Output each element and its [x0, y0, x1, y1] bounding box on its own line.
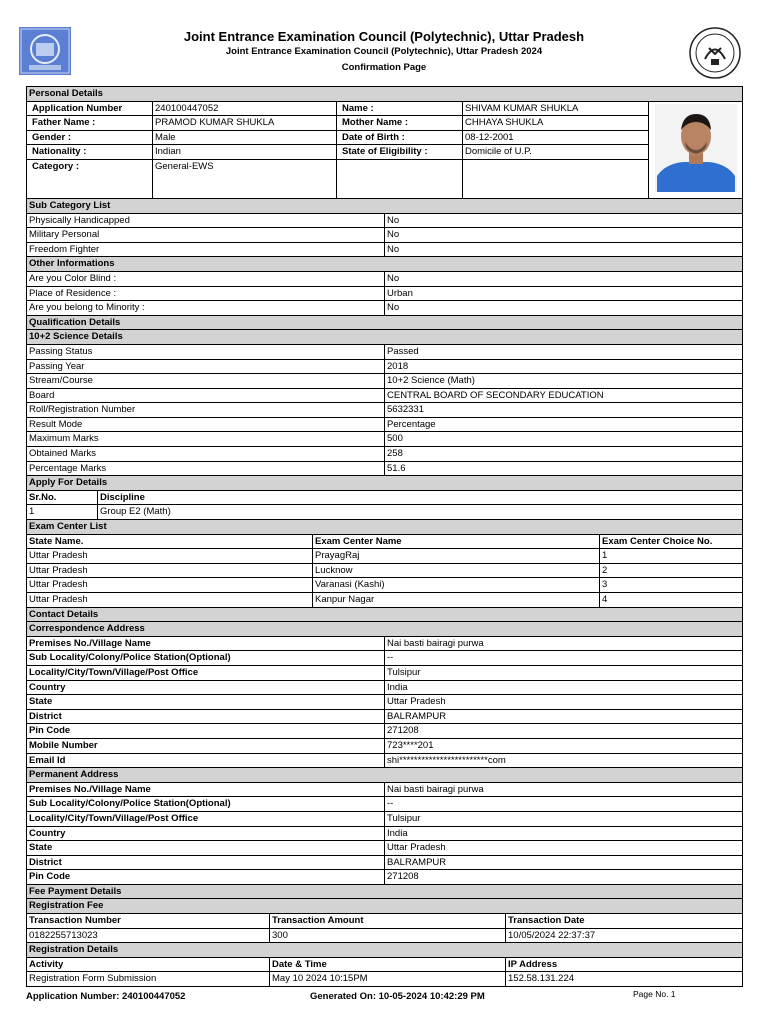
table-row: Registration Form Submission May 10 2024 10:15PM 152.58.131.224 — [27, 972, 743, 987]
page-header — [0, 0, 768, 84]
table-row: State Uttar Pradesh — [27, 695, 743, 710]
apply-for-table — [26, 475, 743, 520]
table-row: 1 Group E2 (Math) — [27, 505, 743, 520]
subsection-header-registration-fee: Registration Fee — [27, 899, 743, 914]
table-row: Obtained Marks 258 — [27, 447, 743, 462]
table-header-row: State Name. Exam Center Name Exam Center Choice No. — [27, 534, 743, 549]
section-header-exam-center: Exam Center List — [27, 520, 743, 535]
mobile-number-value: 723****201 — [385, 738, 743, 753]
table-row: Premises No./Village Name Nai basti bairagi purwa — [27, 782, 743, 797]
table-row: Roll/Registration Number 5632331 — [27, 403, 743, 418]
subsection-header-permanent: Permanent Address — [27, 768, 743, 783]
table-row: Country India — [27, 826, 743, 841]
table-row: Maximum Marks 500 — [27, 432, 743, 447]
transaction-number-value: 0182255713023 — [27, 928, 270, 943]
table-row: Stream/Course 10+2 Science (Math) — [27, 374, 743, 389]
table-row: Uttar Pradesh Varanasi (Kashi) 3 — [27, 578, 743, 593]
section-header-apply: Apply For Details — [27, 476, 743, 491]
transaction-date-value: 10/05/2024 22:37:37 — [506, 928, 743, 943]
table-row: Application Number 240100447052 Name : SHIVAM KUMAR SHUKLA — [27, 101, 743, 116]
table-row: Are you Color Blind : No — [27, 271, 743, 286]
table-row: District BALRAMPUR — [27, 709, 743, 724]
table-row: Nationality : Indian State of Eligibility : Domicile of U.P. — [27, 145, 743, 160]
table-row: Pin Code 271208 — [27, 724, 743, 739]
page-title: Confirmation Page — [341, 62, 427, 73]
section-header-other: Other Informations — [27, 257, 743, 272]
table-header-row: Transaction Number Transaction Amount Transaction Date — [27, 914, 743, 929]
table-row: Result Mode Percentage — [27, 417, 743, 432]
table-row: Country India — [27, 680, 743, 695]
footer-page-number: Page No. 1 — [633, 989, 676, 999]
table-row — [27, 928, 743, 943]
table-row: Sub Locality/Colony/Police Station(Optional) -- — [27, 651, 743, 666]
table-row: Gender : Male Date of Birth : 08-12-2001 — [27, 130, 743, 145]
section-header-subcategory: Sub Category List — [27, 198, 743, 213]
table-row: Father Name : PRAMOD KUMAR SHUKLA Mother Name : CHHAYA SHUKLA — [27, 116, 743, 131]
email-value: shi************************com — [385, 753, 743, 768]
footer-generated-on: Generated On: 10-05-2024 10:42:29 PM — [310, 991, 485, 1002]
table-row: Pin Code 271208 — [27, 870, 743, 885]
table-row: District BALRAMPUR — [27, 855, 743, 870]
table-row: Military Personal No — [27, 228, 743, 243]
up-government-emblem-icon — [687, 26, 743, 80]
table-row: Mobile Number 723****201 — [27, 738, 743, 753]
table-row: Uttar Pradesh Lucknow 2 — [27, 563, 743, 578]
table-row: Locality/City/Town/Village/Post Office Tulsipur — [27, 811, 743, 826]
candidate-photo-image — [655, 104, 737, 192]
council-subtitle: Joint Entrance Examination Council (Polytechnic), Uttar Pradesh 2024 — [225, 46, 543, 57]
page-footer — [0, 989, 768, 1009]
table-row: Uttar Pradesh PrayagRaj 1 — [27, 549, 743, 564]
table-row: Board CENTRAL BOARD OF SECONDARY EDUCATION — [27, 388, 743, 403]
personal-details-table — [26, 86, 743, 199]
contact-details-table — [26, 607, 743, 885]
subsection-header-correspondence: Correspondence Address — [27, 622, 743, 637]
candidate-photo — [649, 101, 743, 198]
table-row: Are you belong to Minority : No — [27, 301, 743, 316]
table-header-row: Activity Date & Time IP Address — [27, 957, 743, 972]
details-table — [26, 198, 743, 476]
fee-registration-table — [26, 884, 743, 987]
table-row: Passing Status Passed — [27, 344, 743, 359]
table-row: Premises No./Village Name Nai basti bairagi purwa — [27, 636, 743, 651]
section-header-contact: Contact Details — [27, 607, 743, 622]
section-header-fee: Fee Payment Details — [27, 884, 743, 899]
table-header-row: Sr.No. Discipline — [27, 490, 743, 505]
table-row: Category : General-EWS — [27, 159, 743, 198]
table-row: Percentage Marks 51.6 — [27, 461, 743, 476]
table-row: State Uttar Pradesh — [27, 841, 743, 856]
application-number-value: 240100447052 — [153, 101, 337, 116]
footer-application-number: Application Number: 240100447052 — [26, 991, 186, 1002]
exam-center-table — [26, 519, 743, 608]
transaction-amount-value: 300 — [270, 928, 506, 943]
table-row: Sub Locality/Colony/Police Station(Optional) -- — [27, 797, 743, 812]
table-row: Email Id shi************************com — [27, 753, 743, 768]
table-row: Freedom Fighter No — [27, 242, 743, 257]
table-row: Uttar Pradesh Kanpur Nagar 4 — [27, 593, 743, 608]
table-row: Place of Residence : Urban — [27, 286, 743, 301]
confirmation-content — [26, 86, 742, 987]
candidate-name-value: SHIVAM KUMAR SHUKLA — [463, 101, 649, 116]
table-row: Locality/City/Town/Village/Post Office Tulsipur — [27, 665, 743, 680]
table-row: Passing Year 2018 — [27, 359, 743, 374]
council-title: Joint Entrance Examination Council (Polytechnic), Uttar Pradesh — [183, 29, 585, 44]
table-row: Physically Handicapped No — [27, 213, 743, 228]
section-header-personal: Personal Details — [27, 87, 743, 102]
subsection-header-science: 10+2 Science Details — [27, 330, 743, 345]
section-header-registration: Registration Details — [27, 943, 743, 958]
section-header-qualification: Qualification Details — [27, 315, 743, 330]
